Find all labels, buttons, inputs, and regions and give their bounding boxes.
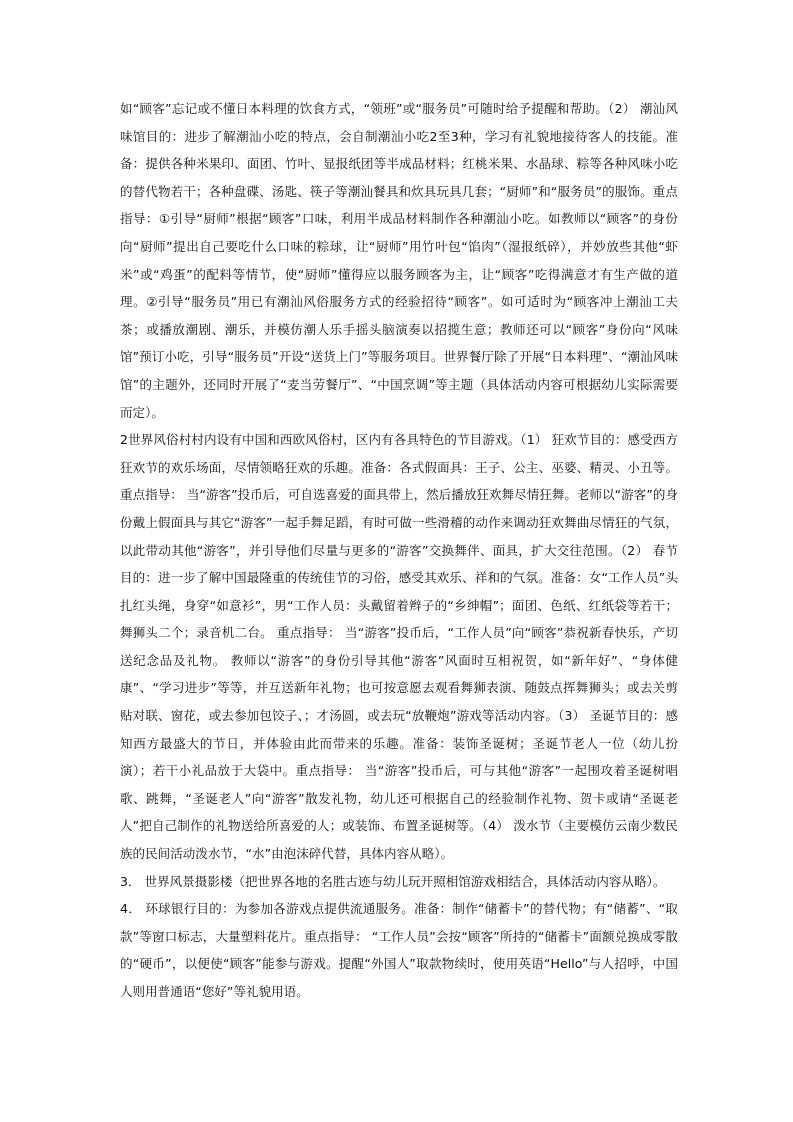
paragraph-restaurant-chaoshan: 如“顾客”忘记或不懂日本料理的饮食方式，“领班”或“服务员”可随时给予提醒和帮助。（2） 潮汕风味馆目的：进步了解潮汕小吃的特点，会自制潮汕小吃2至3种，学习有礼貌地接待客人的技能。准备：提供各种米果印、面团、竹叶、显报纸团等半成品材料；红桃米果、水晶球、粽等各种风味小吃的替代物若干；各种盘碟、汤匙、筷子等潮汕餐具和炊具玩具几套；“厨师”和“服务员”的服饰。重点指导：①引导“厨师”根据“顾客”口味，利用半成品材料制作各种潮汕小吃。如教师以“顾客”的身份向“厨师”提出自己要吃什么口味的粽球，让“厨师”用竹叶包“馅肉”（湿报纸碎），并妙放些其他“虾米”或“鸡蛋”的配料等情节，使“厨师”懂得应以服务顾客为主，让“顾客”吃得满意才有生产做的道理。②引导“服务员”用已有潮汕风俗服务方式的经验招待“顾客”。如可适时为“顾客冲上潮汕工夫茶；或播放潮剧、潮乐，并模仿潮人乐手摇头脑演奏以招揽生意；教师还可以“顾客”身份向“风味馆”预订小吃，引导“服务员”开设“送货上门”等服务项目。世界餐厅除了开展“日本料理”、“潮汕风味馆”的主题外，还同时开展了“麦当劳餐厅”、“中国烹调”等主题（具体活动内容可根据幼儿实际需要而定）。 — [120, 101, 678, 420]
document-body — [120, 95, 678, 1006]
paragraph-global-bank: 4． 环球银行目的：为参加各游戏点提供流通服务。准备：制作“储蓄卡”的替代物；有“储蓄”、“取款”等窗口标志，大量塑料花片。重点指导： “工作人员”会按“顾客”所持的“储蓄卡”面额兑换成零散的“硬币”，以便使“顾客”能参与游戏。提醒“外国人”取款物续时，使用英语“Hello”与人招呼，中国人则用普通语“您好”等礼貌用语。 — [120, 901, 678, 999]
paragraph-folk-village: 2世界风俗村村内设有中国和西欧风俗村，区内有各具特色的节目游戏。（1） 狂欢节目的：感受西方狂欢节的欢乐场面，尽情领略狂欢的乐趣。准备：各式假面具：王子、公主、巫婆、精灵、小丑等。重点指导： 当“游客”投币后，可自选喜爱的面具带上，然后播放狂欢舞尽情狂舞。老师以“游客”的身份戴上假面具与其它“游客”一起手舞足蹈，有时可做一些滑稽的动作来调动狂欢舞曲尽情狂的气氛，以此带动其他“游客”，并引导他们尽量与更多的“游客”交换舞伴、面具，扩大交往范围。（2） 春节 目的：进一步了解中国最隆重的传统佳节的习俗，感受其欢乐、祥和的气氛。准备：女“工作人员”头扎红头绳，身穿“如意衫”，男“工作人员：头戴留着辫子的“乡绅帽”；面团、色纸、红纸袋等若干；舞狮头二个；录音机二台。 重点指导： 当“游客”投币后，“工作人员”向“顾客”恭祝新春快乐，产切送纪念品及礼物。 教师以“游客”的身份引导其他“游客”风面时互相祝贺，如“新年好”、“身体健康”、“学习进步”等等，并互送新年礼物；也可按意愿去观看舞狮表演、随鼓点挥舞狮头；或去关剪贴对联、窗花，或去参加包饺子、；才汤圆，或去玩“放鞭炮”游戏等活动内容。（3） 圣诞节目的：感知西方最盛大的节日，并体验由此而带来的乐趣。准备：装饰圣诞树；圣诞节老人一位（幼儿扮演）；若干小礼品放于大袋中。重点指导： 当“游客”投币后，可与其他“游客”一起围攻着圣诞树唱歌、跳舞，“圣诞老人”向“游客”散发礼物，幼儿还可根据自己的经验制作礼物、贺卡或请“圣诞老人”把自己制作的礼物送给所喜爱的人；或装饰、布置圣诞树等。（4） 泼水节（主要模仿云南少数民族的民间活动泼水节，“水”由泡沫碎代替，具体内容从略）。 — [120, 432, 678, 862]
paragraph-photo-studio: 3． 世界风景摄影楼（把世界各地的名胜古迹与幼儿玩开照相馆游戏相结合，具体活动内容从略）。 — [120, 873, 666, 889]
